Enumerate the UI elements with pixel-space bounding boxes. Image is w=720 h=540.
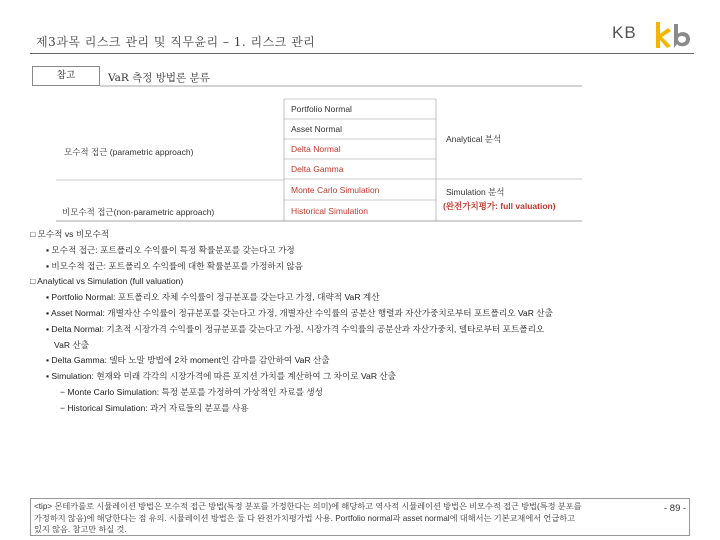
method-asset-normal: Asset Normal [291, 124, 343, 134]
page-title: 제3과목 리스크 관리 및 직무윤리 – 1. 리스크 관리 [36, 35, 316, 49]
tip-note [34, 501, 687, 536]
method-historical: Historical Simulation [291, 206, 368, 216]
explanation-body [30, 227, 700, 417]
section-heading: VaR 측정 방법론 분류 [108, 72, 210, 84]
method-monte-carlo: Monte Carlo Simulation [291, 185, 380, 195]
tip-line: 있지 않음. 참고만 하실 것. [34, 525, 127, 534]
logo-text: KB [612, 23, 637, 42]
body-line: ▪ 모수적 접근: 포트폴리오 수익률이 특정 확률분포를 갖는다고 가정 [46, 244, 295, 255]
parametric-label: 모수적 접근 (parametric approach) [64, 147, 194, 157]
tip-line: 가정하지 않음)에 해당한다는 점 유의. 시뮬레이션 방법은 둘 다 완전가치평가법 사용. Portfolio normal과 asset normal에 대해서는 기본교재에서 언급하고 [34, 513, 576, 523]
body-line: ▪ Portfolio Normal: 포트폴리오 자체 수익률이 정규분포를 갖는다고 가정, 대략적 VaR 계산 [46, 292, 380, 303]
tip-line: <tip> 몬테카를로 시뮬레이션 방법은 모수적 접근 방법(특정 분포를 가정한다는 의미)에 해당하고 역사적 시뮬레이션 방법은 비모수적 접근 방법(특정 분포를 [34, 502, 582, 511]
body-line: ▪ Delta Gamma: 델타 노말 방법에 2차 moment인 감마를 감안하여 VaR 산출 [46, 355, 330, 366]
body-line: ▪ Delta Normal: 기초적 시장가격 수익률이 정규분포를 갖는다고 가정, 시장가격 수익률의 공분산과 자산가중치, 델타로부터 포트폴리오 [46, 323, 545, 334]
body-line: VaR 산출 [54, 339, 90, 350]
page-number: - 89 - [664, 503, 687, 514]
body-line: − Historical Simulation: 과거 자료들의 분포를 사용 [60, 402, 249, 413]
method-portfolio-normal: Portfolio Normal [291, 104, 352, 114]
simulation-label: Simulation 분석 [446, 187, 505, 197]
body-line: − Monte Carlo Simulation: 특정 분포를 가정하여 가상적인 자료를 생성 [60, 386, 323, 397]
simulation-sub-label: (완전가치평가: full valuation) [443, 201, 556, 211]
body-line: □ 모수적 vs 비모수적 [30, 229, 110, 239]
method-delta-gamma: Delta Gamma [291, 164, 344, 174]
method-delta-normal: Delta Normal [291, 144, 341, 154]
analytical-label: Analytical 분석 [446, 134, 502, 144]
kb-star-logo-icon [650, 20, 694, 50]
header-divider [30, 53, 694, 54]
reference-tag: 참고 [32, 66, 100, 86]
body-line: ▪ Asset Normal: 개별자산 수익률이 정규분포를 갖는다고 가정, 개별자산 수익률의 공분산 행렬과 자산가중치로부터 포트폴리오 VaR 산출 [46, 307, 553, 318]
body-line: □ Analytical vs Simulation (full valuation) [30, 276, 184, 287]
kb-logo [612, 20, 696, 50]
nonparametric-label: 비모수적 접근(non-parametric approach) [62, 207, 215, 217]
body-line: ▪ Simulation: 현재와 미래 각각의 시장가격에 따른 포지션 가치를 계산하여 그 차이로 VaR 산출 [46, 371, 397, 382]
body-line: ▪ 비모수적 접근: 포트폴리오 수익률에 대한 확률분포를 가정하지 않음 [46, 260, 303, 271]
